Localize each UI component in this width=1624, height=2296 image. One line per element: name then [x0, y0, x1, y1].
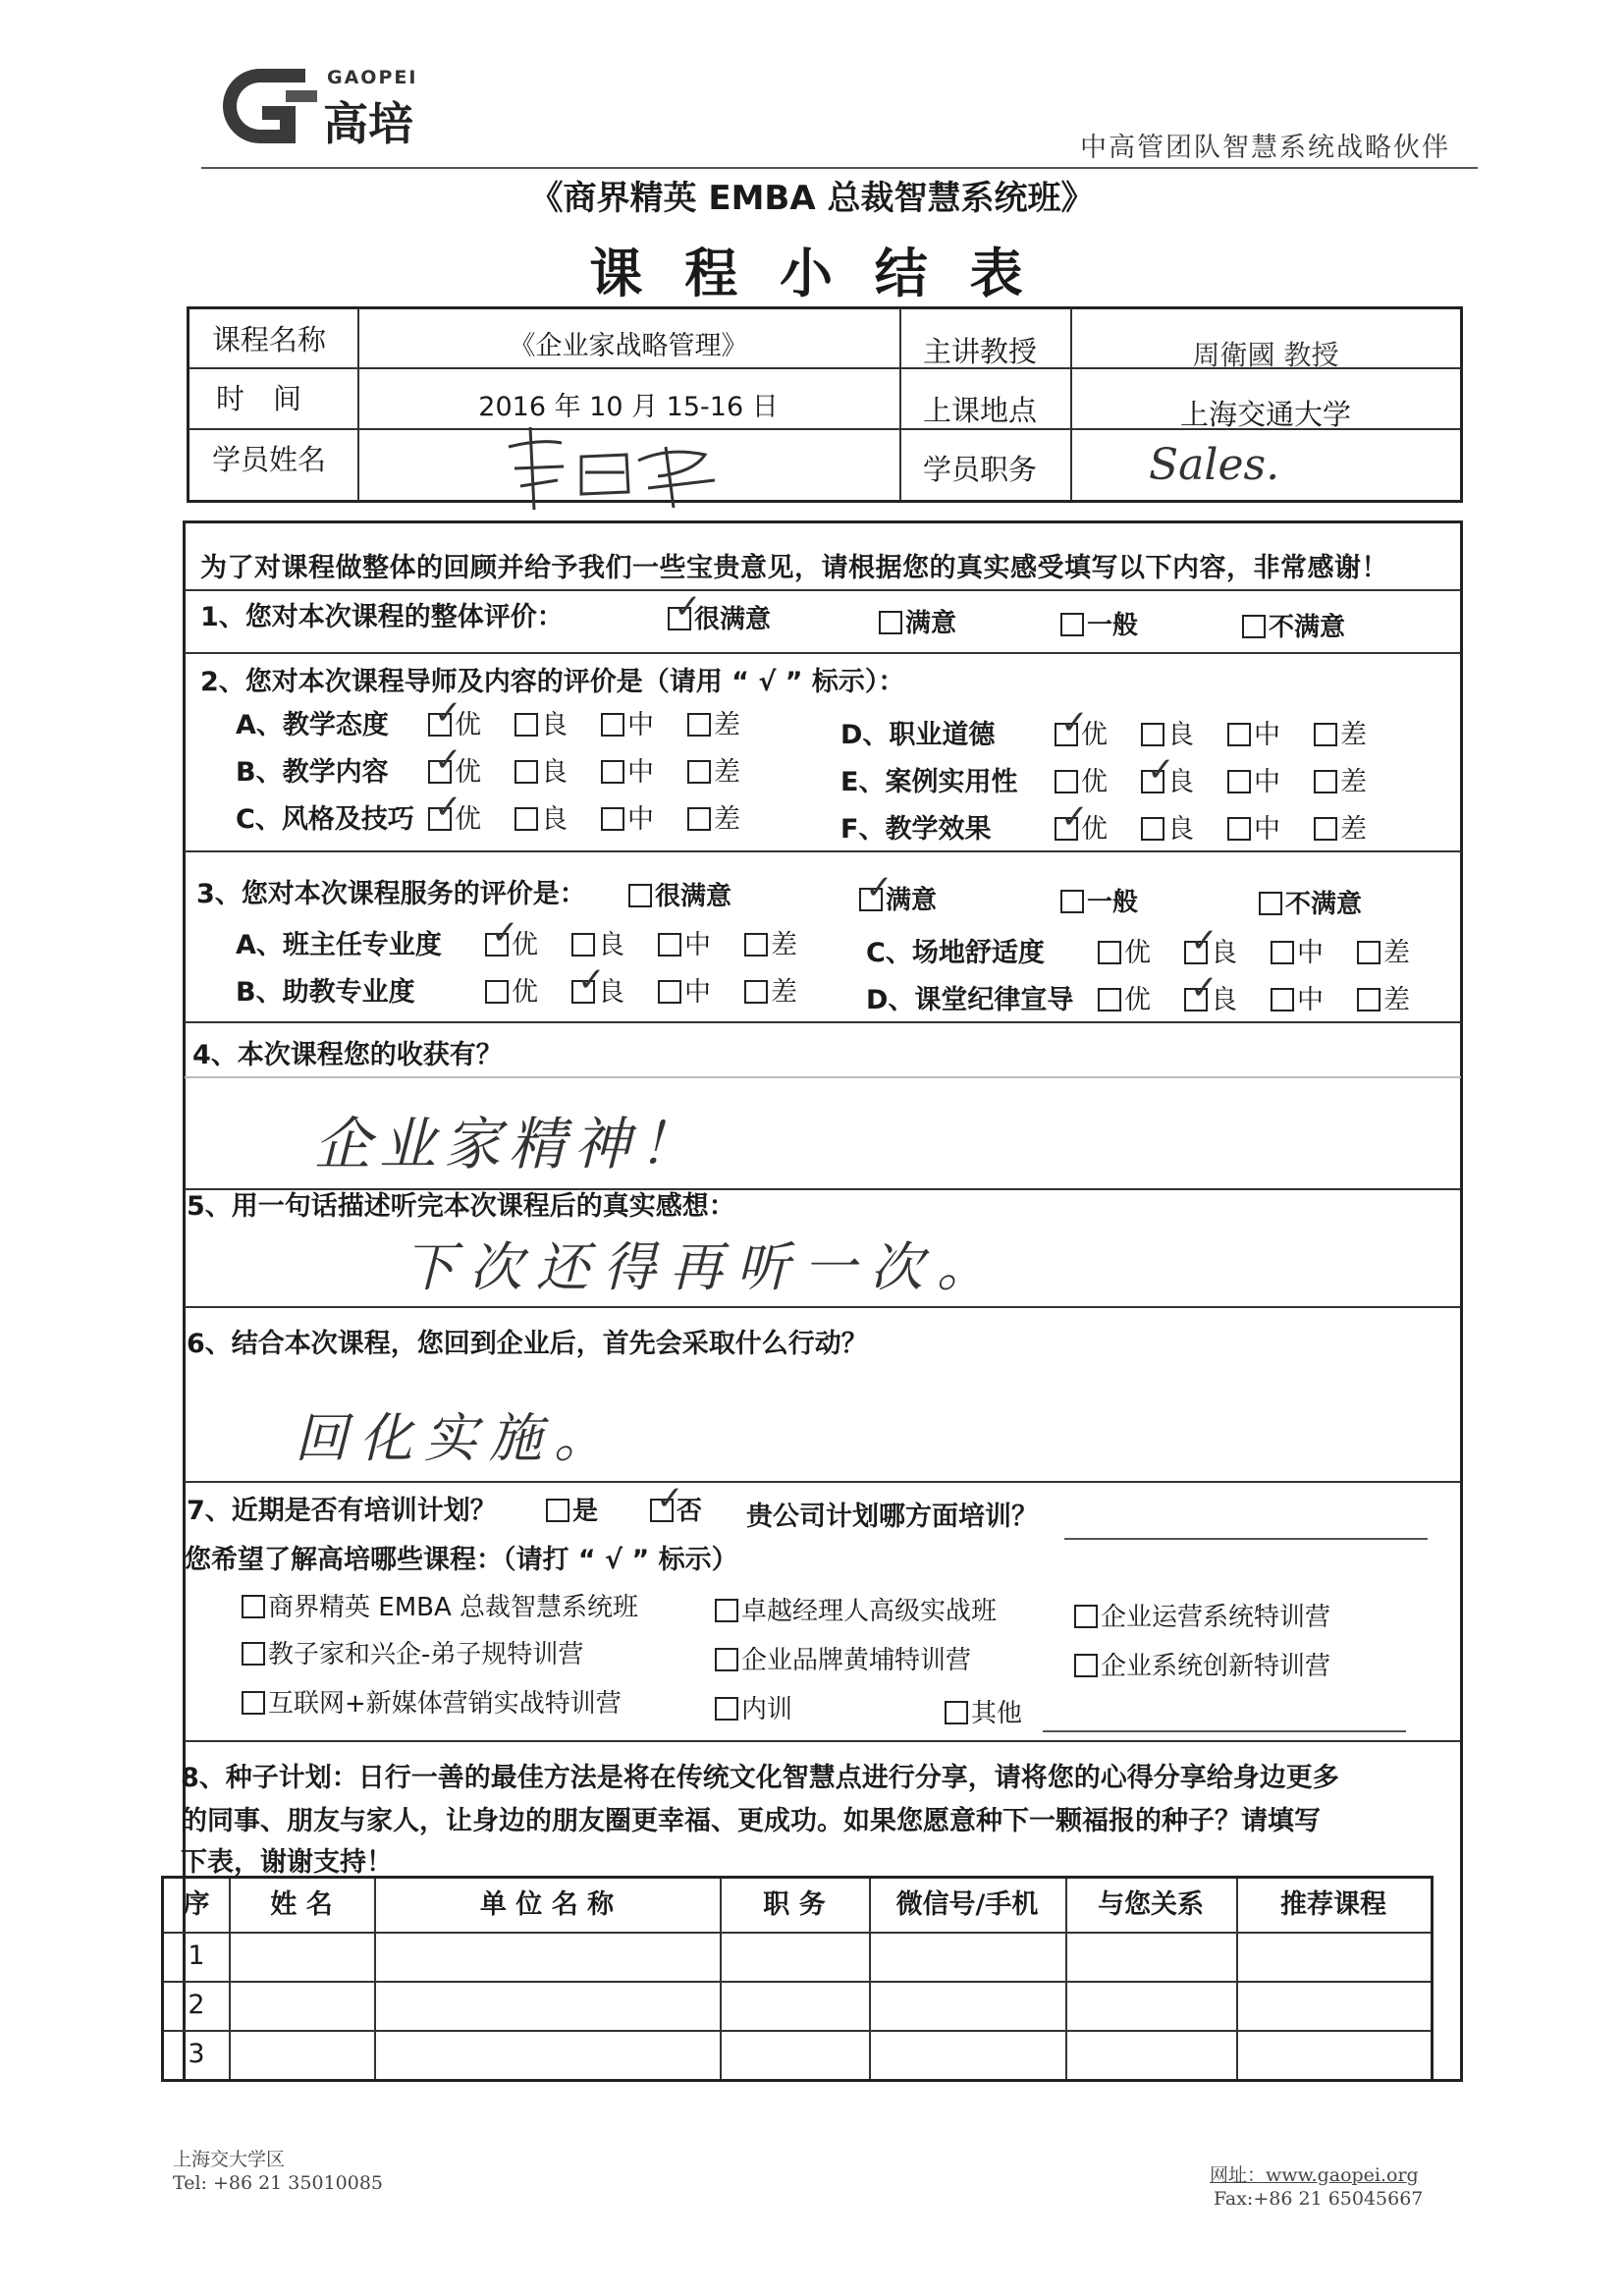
- course-operations[interactable]: 企业运营系统特训营: [1074, 1597, 1330, 1633]
- header-rule: [201, 167, 1478, 169]
- seed-table-header: 与您关系: [1098, 1889, 1204, 1920]
- seed-table-header: 单 位 名 称: [479, 1889, 615, 1920]
- position-label: 学员职务: [923, 453, 1038, 486]
- q3-grade-option[interactable]: 中: [658, 970, 744, 1009]
- q2-rating-row: [236, 797, 774, 836]
- checkbox-icon[interactable]: [1055, 817, 1078, 841]
- checkbox-icon[interactable]: [687, 760, 711, 784]
- q2-rating-label: A、教学态度: [236, 710, 389, 740]
- q3-rating-row: [866, 978, 1443, 1016]
- q2-grade-option[interactable]: ✓ 优: [428, 750, 514, 789]
- course-internet[interactable]: 互联网+新媒体营销实战特训营: [242, 1683, 622, 1720]
- q6-answer: 回化实施。: [295, 1407, 619, 1469]
- q2-grade-option[interactable]: 差: [1314, 760, 1400, 798]
- course-manager[interactable]: 卓越经理人高级实战班: [715, 1591, 997, 1627]
- checkbox-icon[interactable]: [1314, 723, 1337, 746]
- q3-grade-option[interactable]: 优: [1098, 978, 1184, 1016]
- checkbox-icon[interactable]: [571, 933, 595, 957]
- professor-label: 主讲教授: [923, 335, 1038, 368]
- q2-grade-option[interactable]: 差: [687, 750, 774, 789]
- q7-no[interactable]: ✓ 否: [650, 1491, 702, 1527]
- q3-grade-option[interactable]: 中: [658, 923, 744, 961]
- checkbox-icon: [242, 1595, 265, 1618]
- checkbox-icon[interactable]: [744, 933, 768, 957]
- checkbox-icon: [1074, 1654, 1098, 1677]
- checkbox-icon: [242, 1691, 265, 1715]
- q7-plan-text: 贵公司计划哪方面培训？: [746, 1502, 1038, 1532]
- checkbox-icon[interactable]: [1141, 770, 1164, 793]
- checkbox-icon: [859, 888, 883, 911]
- q2-rating-row: [840, 713, 1400, 751]
- q2-rating-label: F、教学效果: [840, 814, 992, 845]
- q3-grade-option[interactable]: ✓ 良: [571, 970, 658, 1009]
- seed-table-header: 推荐课程: [1280, 1889, 1386, 1920]
- checkbox-icon[interactable]: [1098, 941, 1121, 964]
- q2-rating-row: [840, 807, 1400, 846]
- q2-rating-row: [840, 760, 1400, 798]
- q3-option-average[interactable]: 一般: [1060, 882, 1138, 918]
- q3-rating-label: B、助教专业度: [236, 977, 415, 1008]
- logo-en: GAOPEI: [327, 67, 418, 88]
- checkbox-icon: [628, 884, 652, 907]
- q2-grade-option[interactable]: ✓ 良: [1141, 760, 1227, 798]
- q3-grade-option[interactable]: 中: [1271, 931, 1357, 969]
- q3-grade-option[interactable]: ✓ 优: [485, 923, 571, 961]
- q5-text: 5、用一句话描述听完本次课程后的真实感想：: [187, 1191, 735, 1222]
- checkbox-icon[interactable]: [1184, 941, 1208, 964]
- checkbox-icon: [945, 1701, 968, 1724]
- checkbox-icon[interactable]: [1184, 988, 1208, 1011]
- checkbox-icon[interactable]: [428, 713, 452, 737]
- intro-text: 为了对课程做整体的回顾并给予我们一些宝贵意见，请根据您的真实感受填写以下内容，非常感谢！: [200, 553, 1388, 583]
- q3-option-satisfied[interactable]: ✓ 满意: [859, 880, 937, 916]
- course-brand[interactable]: 企业品牌黄埔特训营: [715, 1640, 971, 1676]
- seed-table-row-number: 3: [188, 2039, 205, 2069]
- q2-rating-row: [236, 750, 774, 789]
- q2-text: 2、您对本次课程导师及内容的评价是（请用 “ √ ” 标示）：: [200, 667, 905, 697]
- q7-text: 7、近期是否有培训计划？: [187, 1496, 497, 1526]
- checkbox-icon: [668, 607, 691, 630]
- footer-website[interactable]: 网址：www.gaopei.org: [1210, 2164, 1419, 2186]
- q1-text: 1、您对本次课程的整体评价：: [200, 602, 564, 632]
- course-dizigui[interactable]: 教子家和兴企-弟子规特训营: [242, 1634, 583, 1670]
- logo-cn: 高培: [323, 97, 413, 150]
- footer-fax: Fax:+86 21 65045667: [1214, 2188, 1424, 2210]
- student-signature: [501, 417, 727, 516]
- q3-rating-row: [236, 970, 831, 1009]
- checkbox-icon[interactable]: [601, 713, 624, 737]
- footer-tel: Tel: +86 21 35010085: [173, 2172, 384, 2194]
- form-title: 课 程 小 结 表: [589, 243, 1035, 304]
- checkbox-icon[interactable]: [1227, 723, 1251, 746]
- q3-grade-option[interactable]: 优: [485, 970, 571, 1009]
- q1-option-average[interactable]: 一般: [1060, 605, 1138, 641]
- checkbox-icon[interactable]: [744, 980, 768, 1004]
- checkbox-icon[interactable]: [658, 980, 681, 1004]
- checkbox-icon: [715, 1599, 738, 1622]
- checkbox-icon: [546, 1499, 569, 1522]
- q7-yes[interactable]: 是: [546, 1491, 598, 1527]
- student-name-label: 学员姓名: [212, 443, 327, 476]
- q3-rating-label: D、课堂纪律宣导: [866, 985, 1074, 1015]
- checkbox-icon[interactable]: [687, 807, 711, 831]
- slogan: 中高管团队智慧系统战略伙伴: [1080, 133, 1450, 163]
- checkbox-icon[interactable]: [687, 713, 711, 737]
- q8-text-line1: 8、种子计划：日行一善的最佳方法是将在传统文化智慧点进行分享，请将您的心得分享给身边更多: [181, 1763, 1339, 1793]
- q2-grade-option[interactable]: 中: [601, 750, 687, 789]
- q5-answer: 下次还得再听一次。: [403, 1236, 1003, 1298]
- q2-grade-option[interactable]: 中: [601, 703, 687, 741]
- location-value: 上海交通大学: [1179, 398, 1351, 431]
- checkbox-icon: [650, 1499, 674, 1522]
- q2-rating-label: C、风格及技巧: [236, 804, 414, 835]
- checkbox-icon[interactable]: [1357, 988, 1380, 1011]
- q8-text-line3: 下表，谢谢支持！: [181, 1847, 393, 1878]
- checkbox-icon: [1060, 613, 1084, 636]
- checkbox-icon[interactable]: [1098, 988, 1121, 1011]
- seed-table-header: 职 务: [763, 1889, 826, 1920]
- checkbox-icon[interactable]: [1357, 941, 1380, 964]
- checkbox-icon: [715, 1697, 738, 1721]
- checkbox-icon: [1060, 890, 1084, 913]
- q3-grade-option[interactable]: ✓ 良: [1184, 978, 1271, 1016]
- q3-rating-label: C、场地舒适度: [866, 938, 1045, 968]
- q2-grade-option[interactable]: ✓ 优: [1055, 807, 1141, 846]
- course-name-label: 课程名称: [212, 323, 327, 356]
- q3-grade-option[interactable]: 差: [744, 923, 831, 961]
- checkbox-icon[interactable]: [485, 980, 509, 1004]
- course-other[interactable]: 其他: [945, 1693, 1022, 1729]
- time-label: 时 间: [216, 382, 302, 415]
- q2-grade-option[interactable]: 中: [1227, 807, 1314, 846]
- q3-text: 3、您对本次课程服务的评价是：: [196, 879, 586, 909]
- checkbox-icon: [879, 611, 902, 634]
- q2-rating-row: [236, 703, 774, 741]
- q2-grade-option[interactable]: 优: [1055, 760, 1141, 798]
- q3-option-very-satisfied[interactable]: 很满意: [628, 876, 731, 912]
- q4-answer: 企业家精神！: [314, 1111, 704, 1177]
- checkbox-icon: [715, 1648, 738, 1671]
- checkbox-icon[interactable]: [428, 807, 452, 831]
- q2-grade-option[interactable]: 中: [601, 797, 687, 836]
- q2-grade-option[interactable]: ✓ 优: [428, 703, 514, 741]
- course-innovation[interactable]: 企业系统创新特训营: [1074, 1646, 1330, 1682]
- q2-grade-option[interactable]: ✓ 优: [1055, 713, 1141, 751]
- q2-grade-option[interactable]: 中: [1227, 713, 1314, 751]
- q2-grade-option[interactable]: 差: [687, 703, 774, 741]
- q1-option-satisfied[interactable]: 满意: [879, 603, 956, 639]
- checkbox-icon[interactable]: [1055, 770, 1078, 793]
- checkbox-icon[interactable]: [658, 933, 681, 957]
- location-label: 上课地点: [923, 394, 1038, 427]
- checkbox-icon[interactable]: [571, 980, 595, 1004]
- q3-grade-option[interactable]: 差: [1357, 978, 1443, 1016]
- q2-grade-option[interactable]: 差: [1314, 713, 1400, 751]
- course-other-line[interactable]: [1043, 1730, 1406, 1732]
- course-emba[interactable]: 商界精英 EMBA 总裁智慧系统班: [242, 1587, 638, 1623]
- checkbox-icon[interactable]: [1141, 723, 1164, 746]
- q1-option-very-satisfied[interactable]: ✓ 很满意: [668, 599, 771, 635]
- checkbox-icon[interactable]: [1271, 988, 1294, 1011]
- q2-rating-label: B、教学内容: [236, 757, 389, 788]
- q3-rating-row: [866, 931, 1443, 969]
- q7-plan-line[interactable]: [1064, 1538, 1428, 1540]
- q3-option-dissatisfied[interactable]: 不满意: [1259, 884, 1362, 920]
- checkbox-icon[interactable]: [1055, 723, 1078, 746]
- seed-table-row-number: 1: [188, 1941, 205, 1971]
- q3-grade-option[interactable]: 中: [1271, 978, 1357, 1016]
- checkbox-icon[interactable]: [1271, 941, 1294, 964]
- checkbox-icon[interactable]: [1227, 770, 1251, 793]
- checkbox-icon[interactable]: [1314, 770, 1337, 793]
- checkbox-icon: [1242, 615, 1266, 638]
- q2-grade-option[interactable]: 良: [514, 750, 601, 789]
- course-name-value: 《企业家战略管理》: [509, 331, 748, 361]
- position-value: Sales.: [1149, 440, 1280, 490]
- q2-grade-option[interactable]: 中: [1227, 760, 1314, 798]
- q2-rating-label: D、职业道德: [840, 720, 996, 750]
- gaopei-logo-icon: [201, 61, 327, 151]
- checkbox-icon[interactable]: [485, 933, 509, 957]
- checkbox-icon[interactable]: [514, 713, 538, 737]
- checkbox-icon[interactable]: [514, 760, 538, 784]
- q3-grade-option[interactable]: 差: [1357, 931, 1443, 969]
- checkbox-icon: [242, 1642, 265, 1666]
- seed-table-header: 微信号/手机: [895, 1889, 1039, 1920]
- checkbox-icon[interactable]: [601, 807, 624, 831]
- q2-grade-option[interactable]: ✓ 优: [428, 797, 514, 836]
- checkbox-icon[interactable]: [1141, 817, 1164, 841]
- q2-rating-label: E、案例实用性: [840, 767, 1018, 797]
- q2-grade-option[interactable]: 差: [687, 797, 774, 836]
- course-inhouse[interactable]: 内训: [715, 1689, 792, 1725]
- seed-table: [161, 1876, 1434, 2082]
- q3-rating-label: A、班主任专业度: [236, 930, 442, 960]
- q2-grade-option[interactable]: 良: [1141, 713, 1227, 751]
- seed-table-header: 序: [183, 1889, 210, 1920]
- checkbox-icon: [1259, 892, 1282, 915]
- q3-grade-option[interactable]: 优: [1098, 931, 1184, 969]
- q7-courses-text: 您希望了解高培哪些课程：（请打 “ √ ” 标示）: [185, 1545, 738, 1575]
- logo: [201, 61, 427, 151]
- q3-grade-option[interactable]: ✓ 良: [1184, 931, 1271, 969]
- q3-grade-option[interactable]: 良: [571, 923, 658, 961]
- q2-grade-option[interactable]: 良: [514, 797, 601, 836]
- checkbox-icon[interactable]: [1227, 817, 1251, 841]
- checkbox-icon[interactable]: [1314, 817, 1337, 841]
- q4-text: 4、本次课程您的收获有？: [192, 1040, 503, 1070]
- checkbox-icon[interactable]: [601, 760, 624, 784]
- q8-text-line2: 的同事、朋友与家人，让身边的朋友圈更幸福、更成功。如果您愿意种下一颗福报的种子？请填写: [181, 1806, 1321, 1836]
- footer-campus: 上海交大学区: [173, 2149, 286, 2170]
- checkbox-icon[interactable]: [514, 807, 538, 831]
- q2-grade-option[interactable]: 良: [1141, 807, 1227, 846]
- seed-table-header: 姓 名: [270, 1889, 333, 1920]
- q6-text: 6、结合本次课程，您回到企业后，首先会采取什么行动？: [187, 1329, 868, 1359]
- checkbox-icon: [1074, 1605, 1098, 1628]
- program-title: 《商界精英 EMBA 总裁智慧系统班》: [529, 179, 1095, 218]
- q2-grade-option[interactable]: 良: [514, 703, 601, 741]
- time-value: 2016 年 10 月 15-16 日: [478, 392, 779, 422]
- q3-grade-option[interactable]: 差: [744, 970, 831, 1009]
- professor-value: 周衛國 教授: [1192, 339, 1339, 371]
- q3-rating-row: [236, 923, 831, 961]
- q1-option-dissatisfied[interactable]: 不满意: [1242, 607, 1345, 643]
- q2-grade-option[interactable]: 差: [1314, 807, 1400, 846]
- checkbox-icon[interactable]: [428, 760, 452, 784]
- seed-table-row-number: 2: [188, 1990, 205, 2020]
